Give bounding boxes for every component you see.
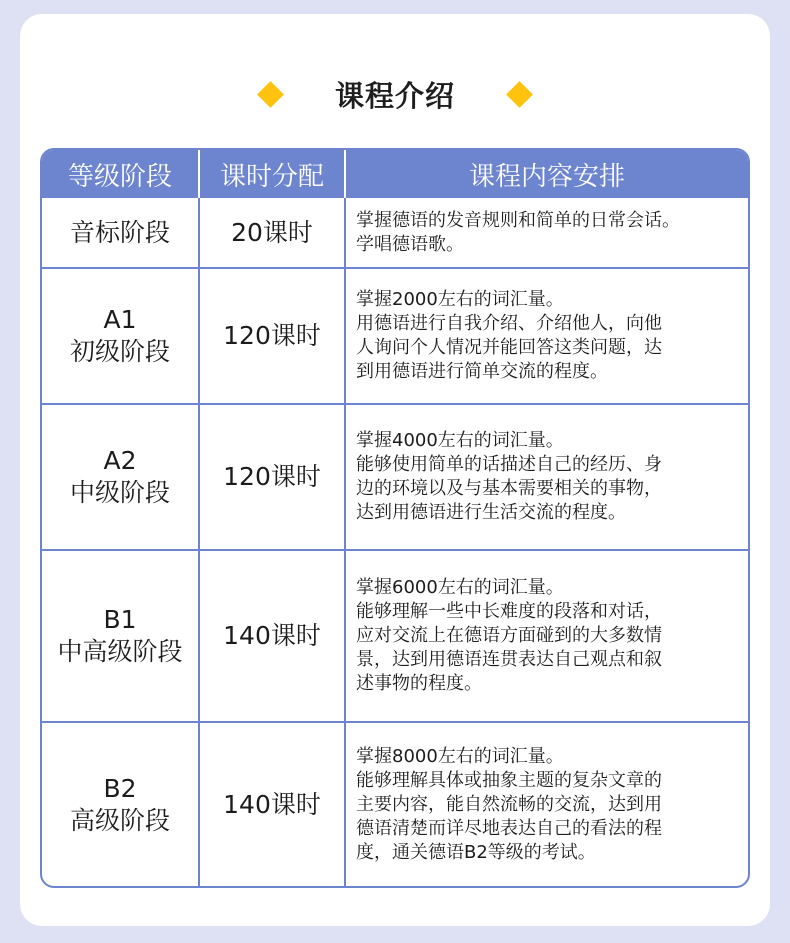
diamond-right-icon	[506, 81, 533, 108]
course-table	[40, 148, 750, 888]
stage-cell	[42, 268, 199, 404]
table-row	[42, 198, 748, 268]
content-line: 主要内容，能自然流畅的交流，达到用	[356, 793, 662, 815]
table-header-row	[42, 150, 748, 198]
content-line: 度，通关德语B2等级的考试。	[356, 841, 596, 863]
content-line: 人询问个人情况并能回答这类问题，达	[356, 337, 662, 358]
stage-code: B2	[103, 773, 137, 803]
hours-cell: 120课时	[199, 404, 345, 550]
content-line: 德语清楚而详尽地表达自己的看法的程	[356, 817, 662, 839]
content-cell	[345, 550, 748, 722]
hours-cell: 140课时	[199, 550, 345, 722]
content-line: 应对交流上在德语方面碰到的大多数情	[356, 625, 662, 646]
column-header-content: 课程内容安排	[345, 150, 748, 198]
content-line: 到用德语进行简单交流的程度。	[356, 361, 608, 382]
table-row	[42, 722, 748, 886]
content-line: 达到用德语进行生活交流的程度。	[356, 502, 626, 523]
hours-cell: 20课时	[199, 198, 345, 268]
content-line: 用德语进行自我介绍、介绍他人，向他	[356, 313, 662, 334]
hours-cell: 140课时	[199, 722, 345, 886]
stage-name: 中高级阶段	[57, 637, 183, 666]
content-line: 能够使用简单的话描述自己的经历、身	[356, 454, 662, 475]
content-cell	[345, 404, 748, 550]
hours-cell: 120课时	[199, 268, 345, 404]
content-line: 述事物的程度。	[356, 673, 482, 694]
title-row	[20, 66, 770, 122]
course-card	[20, 14, 770, 926]
stage-cell	[42, 404, 199, 550]
content-line: 景，达到用德语连贯表达自己观点和叙	[356, 649, 662, 670]
table-row	[42, 550, 748, 722]
table-row	[42, 404, 748, 550]
stage-cell	[42, 198, 199, 268]
diamond-left-icon	[257, 81, 284, 108]
stage-code: A1	[103, 305, 137, 334]
content-line: 边的环境以及与基本需要相关的事物，	[356, 478, 662, 499]
content-line: 学唱德语歌。	[356, 233, 464, 255]
column-header-hours: 课时分配	[199, 150, 345, 198]
stage-cell	[42, 722, 199, 886]
content-line: 能够理解一些中长难度的段落和对话，	[356, 601, 662, 622]
stage-name: 中级阶段	[69, 478, 170, 507]
content-line: 掌握德语的发音规则和简单的日常会话。	[356, 209, 680, 231]
stage-name: 高级阶段	[69, 805, 170, 835]
content-line: 掌握8000左右的词汇量。	[356, 745, 564, 767]
stage-code: A2	[103, 446, 137, 475]
content-line: 掌握6000左右的词汇量。	[356, 577, 564, 598]
stage-name: 初级阶段	[69, 337, 170, 366]
stage-code: B1	[103, 605, 137, 634]
column-header-stage: 等级阶段	[42, 150, 199, 198]
table-row	[42, 268, 748, 404]
content-cell	[345, 268, 748, 404]
stage-name: 音标阶段	[69, 217, 170, 247]
stage-cell	[42, 550, 199, 722]
content-line: 掌握2000左右的词汇量。	[356, 289, 564, 310]
content-line: 掌握4000左右的词汇量。	[356, 430, 564, 451]
content-line: 能够理解具体或抽象主题的复杂文章的	[356, 769, 662, 791]
page-title: 课程介绍	[334, 78, 455, 113]
content-cell	[345, 198, 748, 268]
content-cell	[345, 722, 748, 886]
